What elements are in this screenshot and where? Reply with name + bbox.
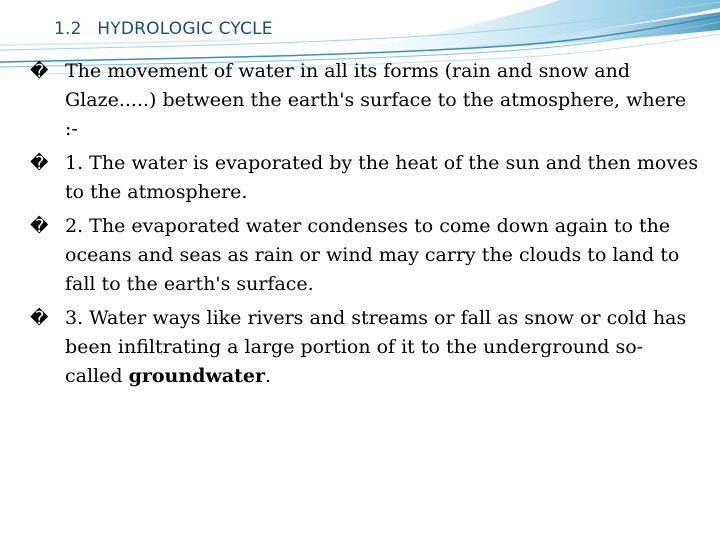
- bullet-list: [30, 57, 700, 396]
- bullet-text: 1. The water is evaporated by the heat of the sun and then moves to the atmosphere.: [65, 152, 699, 203]
- bullet-marker-icon: �: [30, 308, 49, 329]
- slide-title: [54, 19, 273, 39]
- bullet-marker-icon: �: [30, 153, 49, 174]
- bullet-text-end: .: [265, 365, 272, 387]
- bullet-item: [30, 57, 700, 144]
- title-text: HYDROLOGIC CYCLE: [97, 19, 273, 39]
- bullet-item: [30, 212, 700, 299]
- bullet-item: [30, 149, 700, 207]
- bullet-item: [30, 304, 700, 391]
- bullet-text: The movement of water in all its forms (rain and snow and Glaze.....) between the earth's surface to the atmosphere, where :-: [65, 60, 687, 140]
- bullet-marker-icon: �: [30, 61, 49, 82]
- title-number: 1.2: [54, 19, 82, 39]
- bullet-text: 3. Water ways like rivers and streams or fall as snow or cold has been infiltrating a large portion of it to the underground so-called: [65, 307, 687, 387]
- bullet-text: 2. The evaporated water condenses to come down again to the oceans and seas as rain or wind may carry the clouds to land to fall to the earth's surface.: [65, 215, 680, 295]
- bullet-text-bold: groundwater: [128, 365, 266, 387]
- bullet-marker-icon: �: [30, 216, 49, 237]
